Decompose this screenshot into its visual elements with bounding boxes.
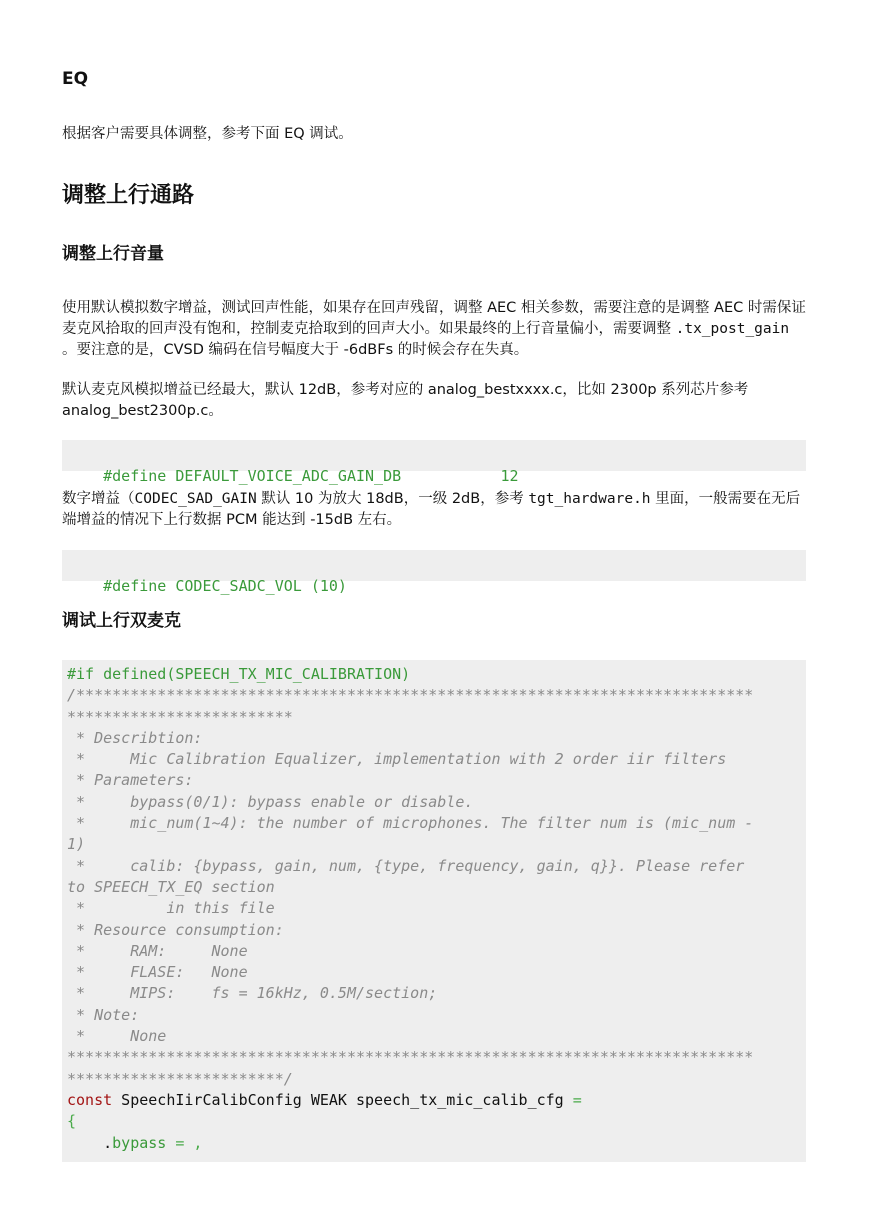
code-block-mic-calibration — [62, 660, 806, 1162]
define-adc-gain-line: #define DEFAULT_VOICE_ADC_GAIN_DB 12 — [103, 467, 519, 486]
calib-cfg-declaration: SpeechIirCalibConfig WEAK speech_tx_mic_calib_cfg — [112, 1090, 573, 1109]
bypass-field-name: bypass — [112, 1133, 167, 1152]
paragraph-aec — [62, 298, 806, 361]
assign-operator: = — [572, 1090, 582, 1109]
eq-paragraph: 根据客户需要具体调整，参考下面 EQ 调试。 — [62, 126, 353, 142]
uplink-volume-heading: 调整上行音量 — [62, 244, 164, 264]
tx-post-gain-code: .tx_post_gain — [675, 321, 790, 337]
paragraph-digital-gain — [62, 489, 806, 531]
codec-sad-gain-code: CODEC_SAD_GAIN — [134, 491, 257, 507]
paragraph-digital-gain-text-b: 默认 10 为放大 18dB，一级 2dB，参考 — [261, 491, 524, 507]
open-brace: { — [67, 1112, 77, 1131]
define-sadc-vol-line: #define CODEC_SADC_VOL (10) — [103, 577, 347, 596]
paragraph-analog-gain: 默认麦克风模拟增益已经最大，默认 12dB，参考对应的 analog_bestxxxx.c，比如 2300p 系列芯片参考 analog_best2300p.c。 — [62, 382, 749, 419]
bypass-field-assign: = , — [166, 1133, 203, 1152]
paragraph-digital-gain-text-a: 数字增益（ — [62, 491, 135, 507]
field-indent — [67, 1134, 103, 1152]
code-block-sadc-vol — [62, 550, 806, 596]
uplink-heading: 调整上行通路 — [62, 183, 195, 208]
bypass-field-dot: . — [103, 1133, 113, 1152]
if-defined-line: #if defined(SPEECH_TX_MIC_CALIBRATION) — [67, 665, 411, 683]
code-block-adc-gain — [62, 440, 806, 486]
tgt-hardware-code: tgt_hardware.h — [528, 491, 651, 507]
calibration-comment-block: /*************************************************************************** ************************* * Describtion: * Mic Calibration Equalizer, implementation with 2 order iir filters * Parameters: * bypass(0/1): bypass enable or disable. * mic_num(1~4): the number of microphones. The filter num is (mic_num - 1) * calib: {bypass, gain, num, {type, frequency, gain, q}}. Please refer to SPEECH_TX_EQ section * in this file * Resource consumption: * RAM: None * FLASE: None * MIPS: fs = 16kHz, 0.5M/section; * Note: * None **************************************************************************** ************************/ — [67, 686, 754, 1088]
paragraph-aec-text-a: 使用默认模拟数字增益，测试回声性能，如果存在回声残留，调整 AEC 相关参数，需要注意的是调整 AEC 时需保证麦克风拾取的回声没有饱和，控制麦克拾取到的回声大小。如果最终的上行音量偏小，需要调整 — [62, 300, 806, 337]
paragraph-aec-text-b: 。要注意的是，CVSD 编码在信号幅度大于 -6dBFs 的时候会存在失真。 — [62, 342, 529, 358]
paragraph-digital-gain-text-c: 里面，一般需要在无后端增益的情况下上行数据 PCM 能达到 -15dB 左右。 — [62, 491, 801, 528]
const-keyword: const — [67, 1090, 113, 1109]
dual-mic-heading: 调试上行双麦克 — [62, 611, 181, 631]
eq-heading: EQ — [62, 69, 89, 89]
